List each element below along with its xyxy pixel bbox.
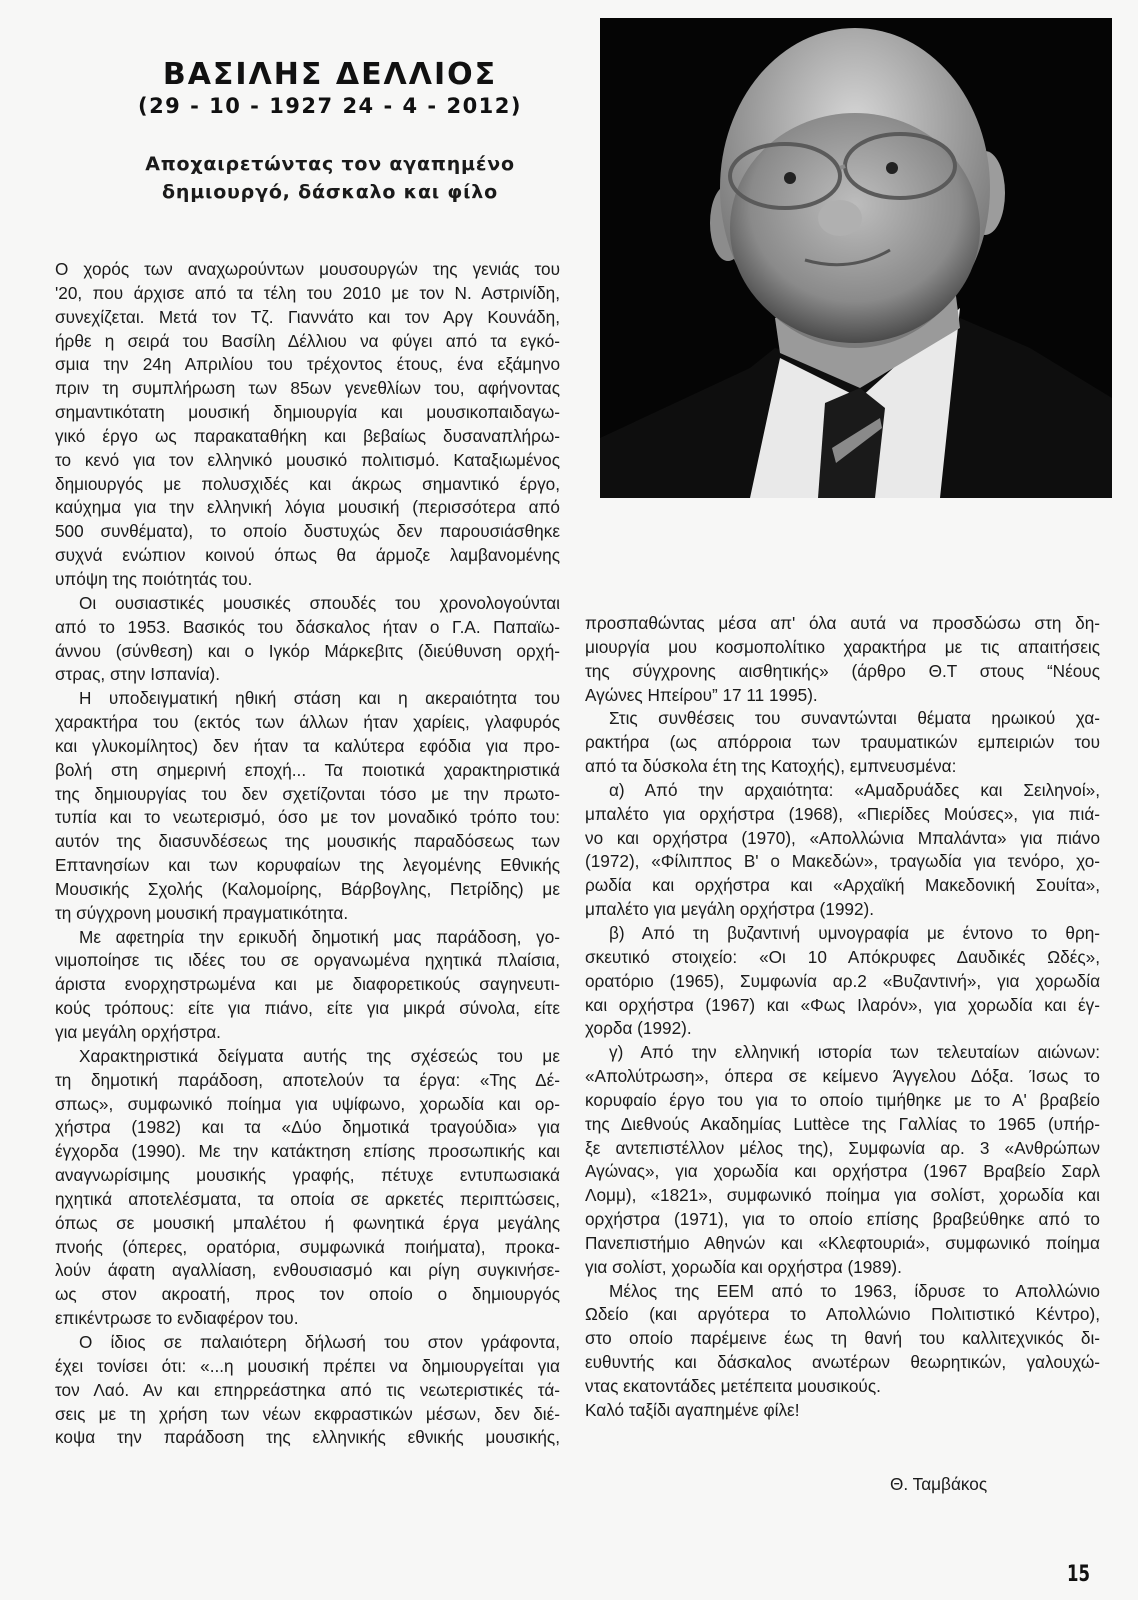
text-line: Μουσικής Σχολής (Καλομοίρης, Βάρβογλης, Πετρίδης) με [55,878,560,899]
text-line: και ορχήστρα (1967) και «Φως Ιλαρόν», για χορωδία και έγ- [585,994,1100,1015]
text-line: άριστα ενορχηστρωμένα και με διαφορετικούς σαγηνευτι- [55,974,560,995]
text-line: στο οποίο παρέμεινε έως τη θανή του καλλιτεχνικός δι- [585,1328,1100,1349]
text-line: κορυφαίο έργο του για το οποίο τιμήθηκε με το Α' βραβείο [585,1089,1100,1110]
text-line: δημιουργός με πολυσχιδές και άκρως σημαντικό έργο, [55,473,560,494]
text-line: μιουργία μου κοσμοπολίτικο χαρακτήρα με τις απαιτήσεις [585,636,1100,657]
text-line: έχει τονίσει ότι: «...η μουσική πρέπει να δημιουργείται για [55,1355,560,1376]
text-line: από το 1953. Βασικός του δάσκαλος ήταν ο Γ.Α. Παπαϊω- [55,616,560,637]
text-line: Χαρακτηριστικά δείγματα αυτής της σχέσεώς του με [79,1045,560,1066]
text-line: συχνά ενώπιον κοινού όπως θα άρμοζε λαμβανομένης [55,545,560,566]
text-line: Στις συνθέσεις του συναντώνται θέματα ηρωικού χα- [609,708,1100,729]
text-line: ορατόριο (1965), Συμφωνία αρ.2 «Βυζαντινή», για χορωδία [585,970,1100,991]
text-line: πνοής (όπερες, ορατόρια, συμφωνικά ποιήματα), προκα- [55,1236,560,1257]
text-line: χαρακτήρα του (εκτός των άλλων ήταν χαρίεις, γλαφυρός [55,712,560,733]
text-line: έγχορδα (1990). Με την κατάκτηση επίσης προσωπικής και [55,1141,560,1162]
text-line: σεις με τη χρήση των νέων εκφραστικών μέσων, δεν διέ- [55,1403,560,1424]
text-line: πριν τη συμπλήρωση των 85ων γενεθλίων του, αφήνοντας [55,378,560,399]
text-line: τυπία και το νεωτερισμό, όσο με τον μοναδικό τρόπο του: [55,807,560,828]
article-header [100,58,560,206]
text-line: Ο χορός των αναχωρούντων μουσουργών της γενιάς του [55,259,560,279]
text-line: σπως», συμφωνικό ποίημα για υψίφωνο, χορωδία και ορ- [55,1093,560,1114]
text-line: ηχητικά αποτελέσματα, τα οποία σε αρκετές περιπτώσεις, [55,1188,560,1209]
text-line: επικέντρωσε το ενδιαφέρον του. [55,1308,299,1329]
text-line: λούν άφατη αγαλλίαση, ενθουσιασμό και ρίγη συγκινήσε- [55,1260,560,1281]
text-line: βολή στη σημερινή εποχή... Τα ποιοτικά χαρακτηριστικά [55,759,560,780]
text-line: συνεχίζεται. Μετά τον Τζ. Γιαννάτο και τον Αργ Κουνάδη, [55,306,560,327]
text-line: της Διεθνούς Ακαδημίας Luttèce της Γαλλίας το 1965 (υπήρ- [585,1113,1100,1134]
text-line: ρωδία και ορχήστρα και «Αρχαϊκή Μακεδονική Σουίτα», [585,875,1100,896]
text-line: σημαντικότατη μουσική δημιουργία και μουσικοπαιδαγω- [55,402,560,423]
article-subtitle [100,150,560,206]
text-line: προσπαθώντας μέσα απ' όλα αυτά να προσδώσω στη δη- [585,613,1100,633]
text-line: 500 συνθέματα), το οποίο δυστυχώς δεν παρουσιάσθηκε [55,521,560,542]
text-line: τη σύγχρονη μουσική πραγματικότητα. [55,902,349,923]
text-line: κοψα την παράδοση της ελληνικής εθνικής μουσικής, [55,1427,560,1448]
text-line: Πανεπιστήμιο Αθηνών και «Κλεφτουριά», συμφωνικό ποίημα [585,1232,1100,1253]
text-line: χορδα (1992). [585,1018,692,1039]
subtitle-line: Αποχαιρετώντας τον αγαπημένο [145,153,515,175]
text-line: αναγνωρίσιμης μουσικής γραφής, πέτυχε εντυπωσιακά [55,1165,560,1186]
text-line: ξε αντεπιστέλλον μέλος της), Συμφωνία αρ. 3 «Ανθρώπων [585,1137,1100,1158]
author-signature: Θ. Ταμβάκος [890,1474,988,1494]
text-line: (1972), «Φίλιππος Β' ο Μακεδών», τραγωδία για τενόρο, χο- [585,851,1100,872]
life-dates: (29 - 10 - 1927 24 - 4 - 2012) [137,94,523,118]
portrait-photo [600,18,1112,498]
text-line: Λομμ), «1821», συμφωνικό ποίημα για σολίστ, χορωδία και [585,1185,1100,1206]
text-line: της σύγχρονης αισθητικής» (άρθρο Θ.Τ στους “Νέους [585,660,1100,681]
text-line: ήρθε η σειρά του Βασίλη Δέλλιου να φύγει από τα εγκό- [55,330,560,351]
text-line: σκευτικό στοιχείο: «Οι 10 Απόκρυφες Δαυδικές Ωδές», [585,946,1100,967]
text-line: Οι ουσιαστικές μουσικές σπουδές του χρονολογούνται [79,592,560,613]
text-line: στρας, στην Ισπανία). [55,664,221,685]
text-line: σμια την 24η Απριλίου του τρέχοντος έτους, ένα εξάμηνο [55,354,560,375]
text-line: γικό έργο ως παρακαταθήκη και βεβαίως δυσαναπλήρω- [55,425,560,446]
article-body-right-column [585,612,1100,1423]
text-line: νιμοποίησε τις ιδέες του σε οργανωμένα ηχητικά πλαίσια, [55,950,560,971]
text-line: το κενό για τον ελληνικό μουσικό πολιτισμό. Καταξιωμένος [55,449,560,470]
text-line: Ωδείο (και αργότερα το Απολλώνιο Πολιτιστικό Κέντρο), [585,1304,1100,1325]
text-line: Η υποδειγματική ηθική στάση και η ακεραιότητα του [79,688,560,709]
text-line: χήστρα (1982) και τα «Δύο δημοτικά τραγούδια» για [55,1117,560,1138]
text-line: Επτανησίων και των κορυφαίων της λεγομένης Εθνικής [55,855,560,876]
subtitle-line: δημιουργό, δάσκαλο και φίλο [162,181,498,203]
text-line: άννου (σύνθεση) και ο Ιγκόρ Μάρκεβιτς (διεύθυνση ορχή- [55,640,560,661]
text-line: υπόψη της ποιότητάς του. [55,568,253,589]
text-line: Καλό ταξίδι αγαπημένε φίλε! [585,1399,800,1420]
page-number: 15 [1067,1562,1090,1587]
text-line: Αγώνας», για χορωδία και ορχήστρα (1967 Βραβείο Σαρλ [585,1161,1100,1182]
text-line: ορχήστρα (1971), για το οποίο επίσης βραβεύθηκε από το [585,1209,1100,1230]
text-line: για μεγάλη ορχήστρα. [55,1022,221,1042]
text-line: νο και ορχήστρα (1970), «Απολλώνια Μπαλάντα» για πιάνο [585,827,1100,848]
text-line: β) Από τη βυζαντινή υμνογραφία με έντονο το θρη- [609,922,1100,943]
text-line: '20, που άρχισε από τα τέλη του 2010 με τον Ν. Αστρινίδη, [55,282,560,303]
text-line: για σολίστ, χορωδία και ορχήστρα (1989). [585,1256,902,1277]
text-line: και γλυκομίλητος) δεν ήταν τα καλύτερα εφόδια για προ- [55,735,560,756]
text-line: όπως σε μουσική μπαλέτου ή φωνητικά έργα μεγάλης [55,1212,560,1233]
text-line: ως στον ακροατή, προς τον οποίο ο δημιουργός [55,1284,560,1305]
text-line: ευθυντής και δάσκαλος ανωτέρων θεωρητικών, γαλουχώ- [585,1352,1100,1373]
text-line: γ) Από την ελληνική ιστορία των τελευταίων αιώνων: [609,1042,1100,1063]
text-line: της δημιουργίας του δεν σχετίζονται τόσο με την πρωτο- [55,783,560,804]
text-line: Μέλος της ΕΕΜ από το 1963, ίδρυσε το Απολλώνιο [609,1280,1100,1301]
text-line: από τα δύσκολα έτη της Κατοχής), εμπνευσμένα: [585,756,957,777]
text-line: καύχημα για την ελληνική λόγια μουσική (περισσότερα από [55,497,560,518]
text-line: ντας εκατοντάδες μετέπειτα μουσικούς. [585,1376,881,1396]
text-line: τη δημοτική παράδοση, αποτελούν τα έργα: «Της Δέ- [55,1069,560,1090]
portrait-illustration [600,18,1112,498]
text-line: μπαλέτο για μεγάλη ορχήστρα (1992). [585,899,874,920]
text-line: μπαλέτο για ορχήστρα (1968), «Πιερίδες Μούσες», για πιά- [585,803,1100,824]
text-line: κούς τρόπους: είτε για πιάνο, είτε για μικρά σύνολα, είτε [55,998,560,1019]
text-line: Αγώνες Ηπείρου” 17 11 1995). [585,684,818,705]
text-line: Με αφετηρία την ερικυδή δημοτική μας παράδοση, γο- [79,926,560,947]
text-line: ρακτήρα (ως απόρροια των τραυματικών εμπειριών του [585,732,1100,753]
text-line: τον Λαό. Αν και επηρρεάστηκα από τις νεωτεριστικές τά- [55,1379,560,1400]
text-line: α) Από την αρχαιότητα: «Αμαδρυάδες και Σειληνοί», [609,779,1100,800]
text-line: Ο ίδιος σε παλαιότερη δήλωσή του στον γράφοντα, [79,1331,560,1352]
text-line: αυτόν της διασυνδέσεως της μουσικής παραδόσεως των [55,831,560,852]
article-body-left-column [55,258,560,1450]
article-title: ΒΑΣΙΛΗΣ ΔΕΛΛΙΟΣ [162,57,498,92]
text-line: «Απολύτρωση», όπερα σε κείμενο Άγγελου Δόξα. Ίσως το [585,1066,1100,1087]
